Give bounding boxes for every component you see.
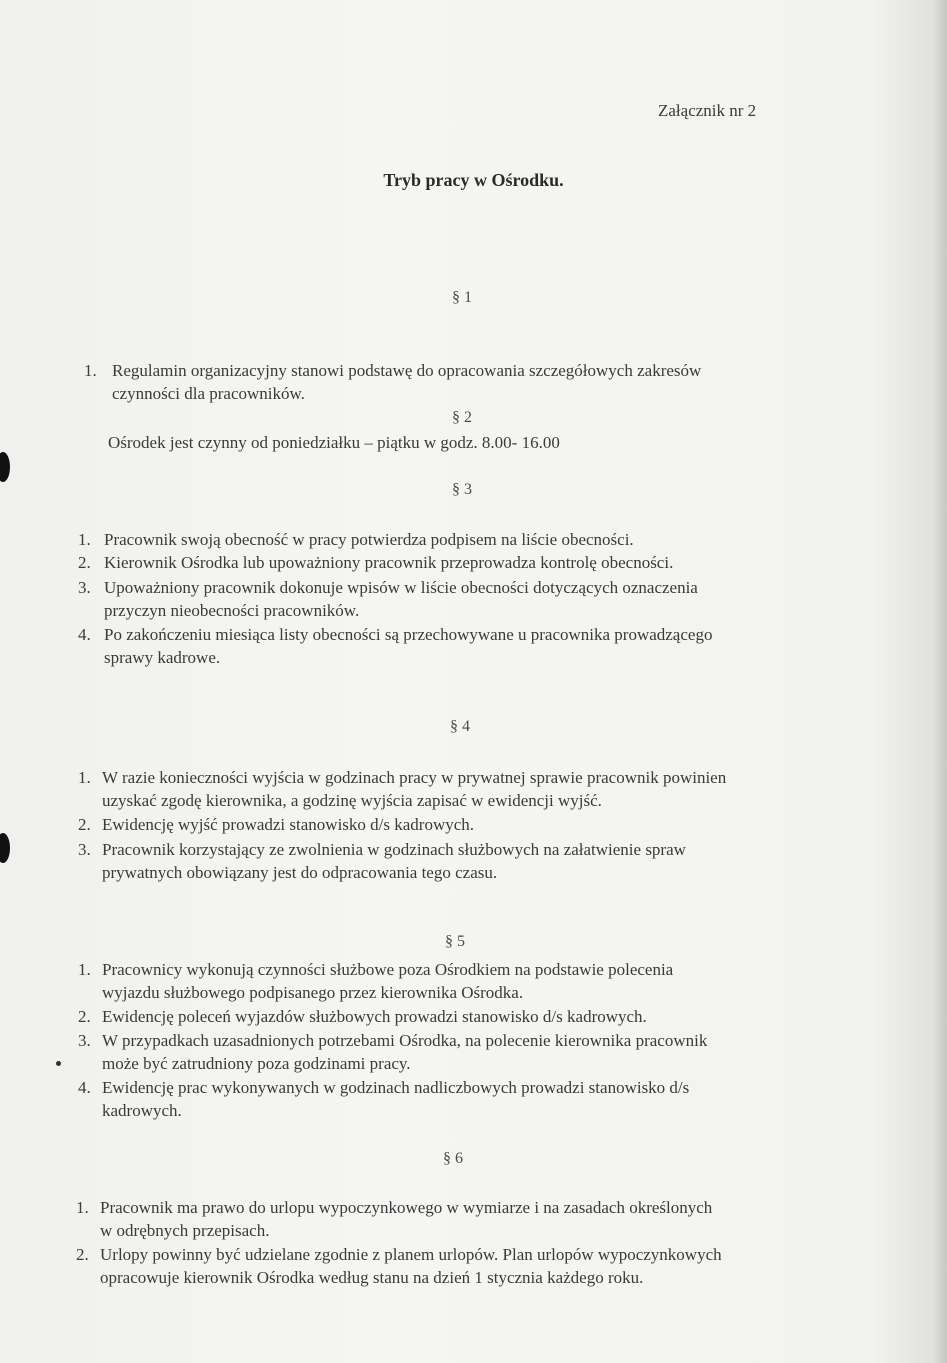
item-number: 1. bbox=[76, 1198, 89, 1217]
item-text-line: w odrębnych przepisach. bbox=[100, 1221, 270, 1240]
item-text-line: Ewidencję prac wykonywanych w godzinach nadliczbowych prowadzi stanowisko d/s bbox=[102, 1078, 690, 1097]
list-item bbox=[76, 1243, 856, 1289]
item-text-line: Pracownik korzystający ze zwolnienia w godzinach służbowych na załatwienie spraw bbox=[102, 840, 686, 859]
section-heading-6: § 6 bbox=[443, 1150, 463, 1167]
section-heading-1: § 1 bbox=[452, 289, 472, 306]
item-number: 3. bbox=[78, 578, 91, 597]
item-number: 1. bbox=[78, 768, 91, 787]
item-text-line: Ewidencję poleceń wyjazdów służbowych prowadzi stanowisko d/s kadrowych. bbox=[102, 1007, 647, 1026]
item-text-line: czynności dla pracowników. bbox=[112, 384, 305, 403]
item-text-line: Ewidencję wyjść prowadzi stanowisko d/s kadrowych. bbox=[102, 815, 475, 834]
list-item bbox=[78, 1005, 838, 1028]
item-number: 2. bbox=[78, 553, 91, 572]
list-item bbox=[78, 576, 838, 622]
item-text-line: Urlopy powinny być udzielane zgodnie z planem urlopów. Plan urlopów wypoczynkowych bbox=[100, 1245, 722, 1264]
item-text-line: Po zakończeniu miesiąca listy obecności są przechowywane u pracownika prowadzącego bbox=[104, 625, 713, 644]
list-item bbox=[78, 623, 838, 669]
item-number: 1. bbox=[78, 960, 91, 979]
punch-hole bbox=[0, 833, 10, 863]
item-text-line: sprawy kadrowe. bbox=[104, 648, 221, 667]
item-text-line: Upoważniony pracownik dokonuje wpisów w liście obecności dotyczących oznaczenia bbox=[104, 578, 698, 597]
list-item bbox=[78, 813, 838, 836]
item-text-line: prywatnych obowiązany jest do odpracowania tego czasu. bbox=[102, 863, 498, 882]
list-item bbox=[78, 1076, 838, 1122]
item-number: 3. bbox=[78, 1031, 91, 1050]
list-item bbox=[78, 528, 838, 551]
list-item bbox=[84, 359, 844, 405]
section-heading-3: § 3 bbox=[452, 481, 472, 498]
item-number: 2. bbox=[78, 1007, 91, 1026]
item-text-line: Regulamin organizacyjny stanowi podstawę do opracowania szczegółowych zakresów bbox=[112, 361, 702, 380]
section-heading-2: § 2 bbox=[452, 409, 472, 426]
item-text-line: wyjazdu służbowego podpisanego przez kierownika Ośrodka. bbox=[102, 983, 524, 1002]
item-text-line: Pracownicy wykonują czynności służbowe poza Ośrodkiem na podstawie polecenia bbox=[102, 960, 674, 979]
item-text-line: Pracownik ma prawo do urlopu wypoczynkowego w wymiarze i na zasadach określonych bbox=[100, 1198, 713, 1217]
item-number: 1. bbox=[84, 361, 97, 380]
list-item bbox=[76, 1196, 856, 1242]
item-number: 4. bbox=[78, 1078, 91, 1097]
list-item bbox=[78, 838, 838, 884]
item-number: 4. bbox=[78, 625, 91, 644]
document-title: Tryb pracy w Ośrodku. bbox=[383, 170, 564, 190]
item-number: 3. bbox=[78, 840, 91, 859]
item-text-line: uzyskać zgodę kierownika, a godzinę wyjścia zapisać w ewidencji wyjść. bbox=[102, 791, 602, 810]
annex-label: Załącznik nr 2 bbox=[658, 101, 757, 120]
scan-speck bbox=[56, 1061, 61, 1066]
list-item bbox=[78, 766, 858, 812]
item-text-line: Pracownik swoją obecność w pracy potwierdza podpisem na liście obecności. bbox=[104, 530, 634, 549]
item-text-line: opracowuje kierownik Ośrodka według stanu na dzień 1 stycznia każdego roku. bbox=[100, 1268, 644, 1287]
item-text-line: Kierownik Ośrodka lub upoważniony pracownik przeprowadza kontrolę obecności. bbox=[104, 553, 674, 572]
section-heading-5: § 5 bbox=[445, 933, 465, 950]
page-edge-shadow bbox=[933, 0, 947, 1363]
list-item bbox=[78, 958, 838, 1004]
item-text-line: może być zatrudniony poza godzinami pracy. bbox=[102, 1054, 411, 1073]
item-number: 2. bbox=[76, 1245, 89, 1264]
item-number: 1. bbox=[78, 530, 91, 549]
item-text-line: przyczyn nieobecności pracowników. bbox=[104, 601, 360, 620]
item-number: 2. bbox=[78, 815, 91, 834]
list-item bbox=[78, 1029, 858, 1075]
section-2-text: Ośrodek jest czynny od poniedziałku – piątku w godz. 8.00- 16.00 bbox=[108, 433, 560, 452]
item-text-line: W przypadkach uzasadnionych potrzebami Ośrodka, na polecenie kierownika pracownik bbox=[102, 1031, 708, 1050]
punch-hole bbox=[0, 452, 10, 482]
section-heading-4: § 4 bbox=[450, 718, 470, 735]
item-text-line: W razie konieczności wyjścia w godzinach pracy w prywatnej sprawie pracownik powinien bbox=[102, 768, 727, 787]
item-text-line: kadrowych. bbox=[102, 1101, 182, 1120]
list-item bbox=[78, 551, 838, 574]
